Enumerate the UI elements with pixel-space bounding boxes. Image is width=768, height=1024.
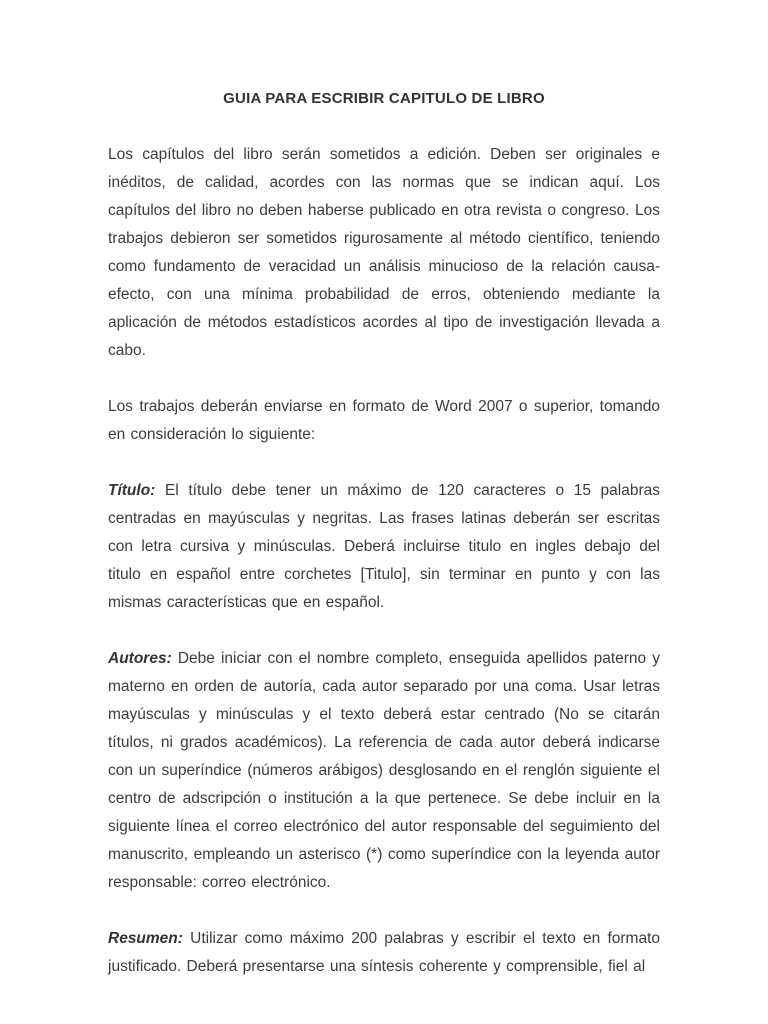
- paragraph-label: Autores:: [108, 650, 172, 667]
- paragraph-text: Los trabajos deberán enviarse en formato de Word 2007 o superior, tomando en consideración lo siguiente:: [108, 398, 660, 443]
- paragraph-format-note: [108, 393, 660, 449]
- paragraph-text: Utilizar como máximo 200 palabras y escribir el texto en formato justificado. Deberá presentarse una síntesis coherente y comprensible, fiel al: [108, 930, 660, 975]
- paragraph-text: El título debe tener un máximo de 120 caracteres o 15 palabras centradas en mayúsculas y negritas. Las frases latinas deberán ser escritas con letra cursiva y minúsculas. Deberá incluirse titulo en ingles debajo del titulo en español entre corchetes [Titulo], sin terminar en punto y con las mismas características que en español.: [108, 482, 660, 611]
- paragraph-resumen: [108, 925, 660, 981]
- paragraph-text: Debe iniciar con el nombre completo, enseguida apellidos paterno y materno en orden de autoría, cada autor separado por una coma. Usar letras mayúsculas y minúsculas y el texto deberá estar centrado (No se citarán títulos, ni grados académicos). La referencia de cada autor deberá indicarse con un superíndice (números arábigos) desglosando en el renglón siguiente el centro de adscripción o institución a la que pertenece. Se debe incluir en la siguiente línea el correo electrónico del autor responsable del seguimiento del manuscrito, empleando un asterisco (*) como superíndice con la leyenda autor responsable: correo electrónico.: [108, 650, 660, 891]
- paragraph-label: Resumen:: [108, 930, 183, 947]
- paragraph-intro: [108, 141, 660, 365]
- paragraph-text: Los capítulos del libro serán sometidos a edición. Deben ser originales e inéditos, de calidad, acordes con las normas que se indican aquí. Los capítulos del libro no deben haberse publicado en otra revista o congreso. Los trabajos debieron ser sometidos rigurosamente al método científico, teniendo como fundamento de veracidad un análisis minucioso de la relación causa-efecto, con una mínima probabilidad de erros, obteniendo mediante la aplicación de métodos estadísticos acordes al tipo de investigación llevada a cabo.: [108, 146, 660, 359]
- paragraph-titulo: [108, 477, 660, 617]
- paragraph-autores: [108, 645, 660, 897]
- document-title: GUIA PARA ESCRIBIR CAPITULO DE LIBRO: [223, 90, 545, 107]
- paragraph-label: Título:: [108, 482, 156, 499]
